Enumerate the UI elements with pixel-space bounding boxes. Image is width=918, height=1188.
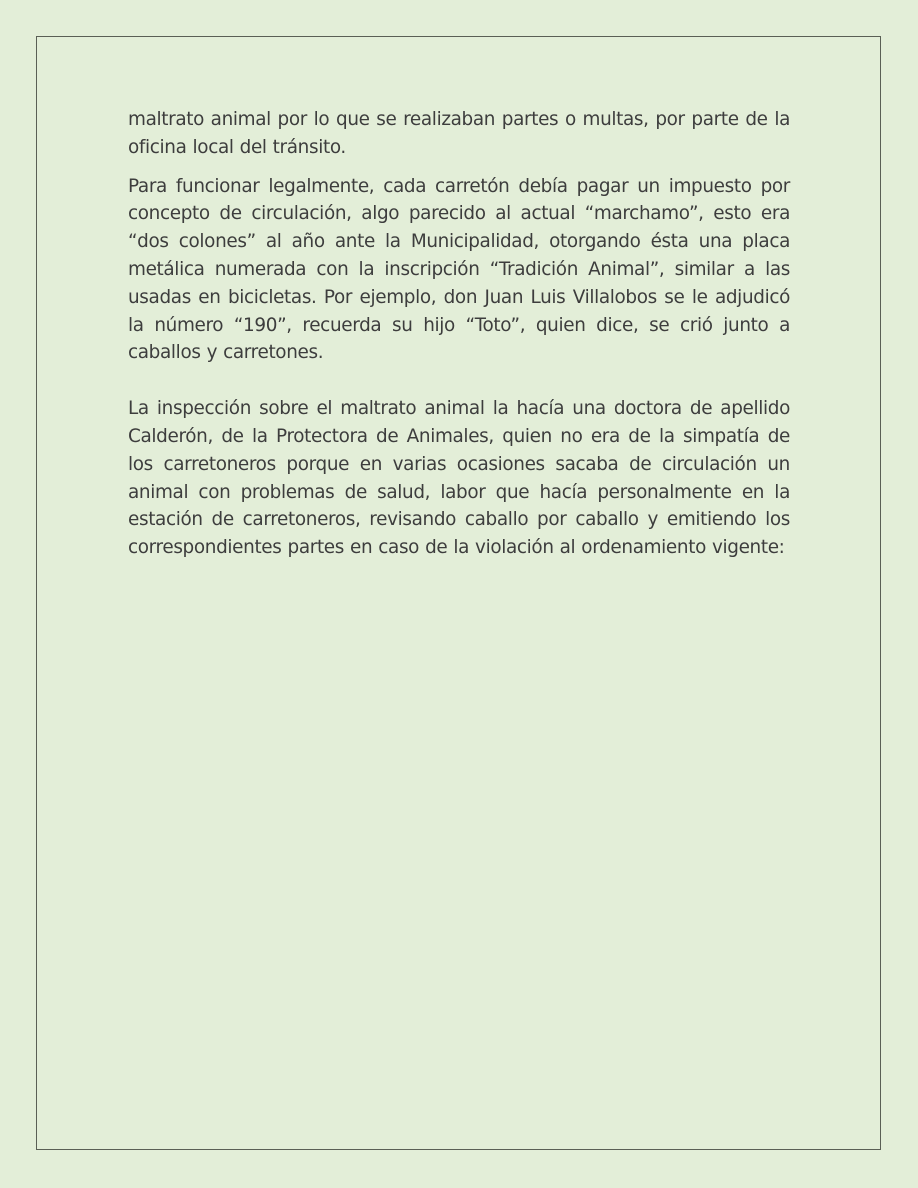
paragraph-2: Para funcionar legalmente, cada carretón debía pagar un impuesto por concepto de circulación, algo parecido al actual “marchamo”, esto era “dos colones” al año ante la Municipalidad, otorgando ésta una placa metálica numerada con la inscripción “Tradición Animal”, similar a las usadas en bicicletas. Por ejemplo, don Juan Luis Villalobos se le adjudicó la número “190”, recuerda su hijo “Toto”, quien dice, se crió junto a caballos y carretones. xyxy=(128,175,790,364)
paragraph-3: La inspección sobre el maltrato animal la hacía una doctora de apellido Calderón, de la Protectora de Animales, quien no era de la simpatía de los carretoneros porque en varias ocasiones sacaba de circulación un animal con problemas de salud, labor que hacía personalmente en la estación de carretoneros, revisando caballo por caballo y emitiendo los correspondientes partes en caso de la violación al ordenamiento vigente: xyxy=(128,398,790,559)
paragraph-1: maltrato animal por lo que se realizaban partes o multas, por parte de la oficina local del tránsito. xyxy=(128,109,790,158)
document-body xyxy=(128,106,790,562)
